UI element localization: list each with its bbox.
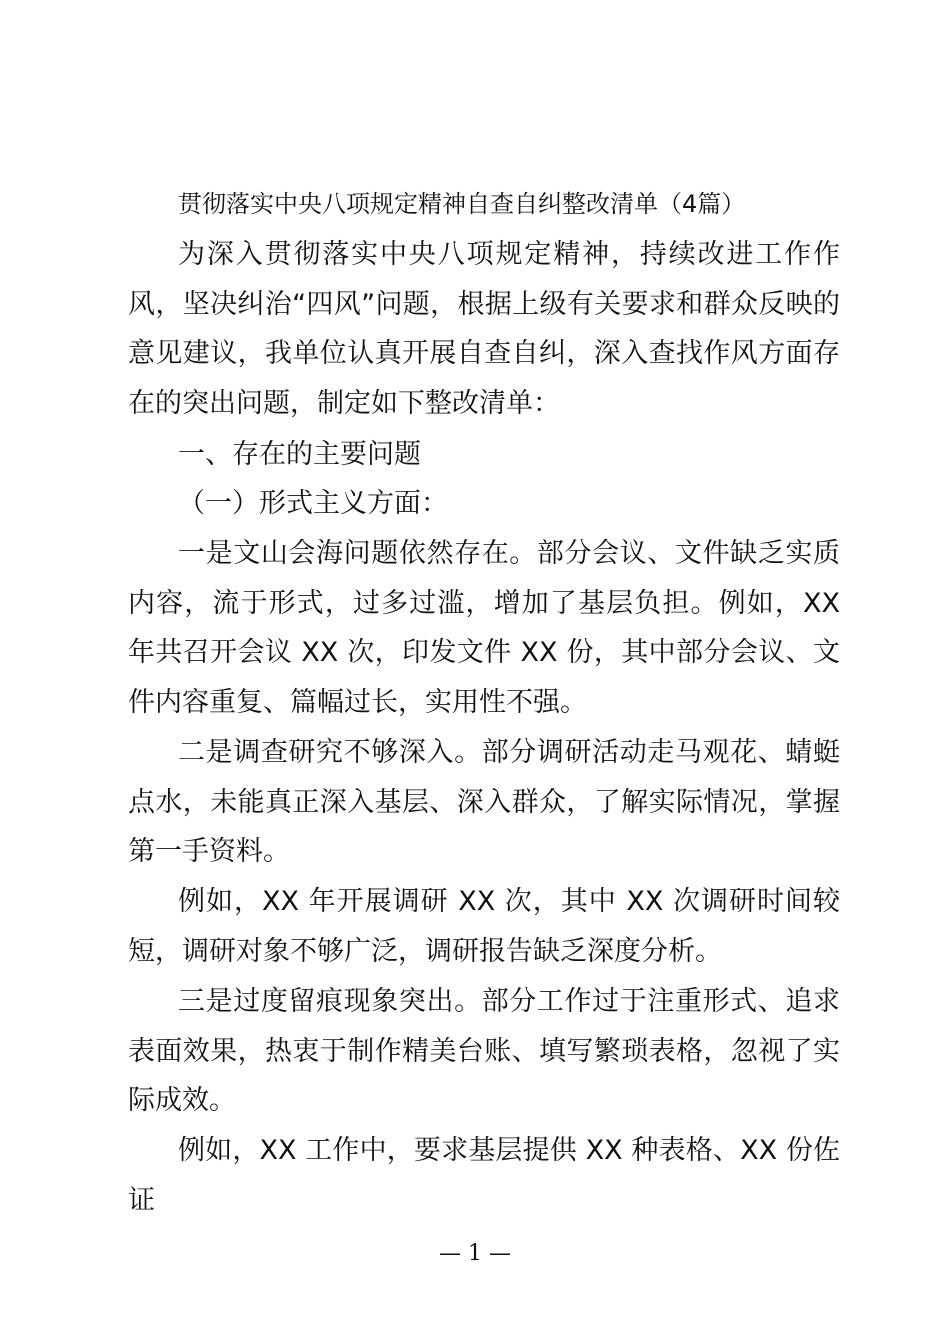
subsection-heading: （一）形式主义方面： xyxy=(178,488,448,519)
point-one-paragraph: 一是文山会海问题依然存在。部分会议、文件缺乏实质内容，流于形式，过多过滥，增加了基层负担。例如，XX 年共召开会议 XX 次，印发文件 XX 份，其中部分会议、文件内容重复、篇幅过长，实用性不强。 xyxy=(128,538,840,718)
document-title: 贯彻落实中央八项规定精神自查自纠整改清单（4篇） xyxy=(178,190,746,218)
intro-paragraph: 为深入贯彻落实中央八项规定精神，持续改进工作作风，坚决纠治“四风”问题，根据上级有关要求和群众反映的意见建议，我单位认真开展自查自纠，深入查找作风方面存在的突出问题，制定如下整改清单： xyxy=(128,239,840,419)
point-three-paragraph: 三是过度留痕现象突出。部分工作过于注重形式、追求表面效果，热衷于制作精美台账、填写繁琐表格，忽视了实际成效。 xyxy=(128,986,840,1116)
point-two-example-paragraph: 例如，XX 年开展调研 XX 次，其中 XX 次调研时间较短，调研对象不够广泛，调研报告缺乏深度分析。 xyxy=(128,886,840,967)
point-three-example-paragraph: 例如，XX 工作中，要求基层提供 XX 种表格、XX 份佐证 xyxy=(128,1135,840,1216)
page-number: — 1 — xyxy=(439,1241,511,1266)
point-two-paragraph: 二是调查研究不够深入。部分调研活动走马观花、蜻蜓点水，未能真正深入基层、深入群众，了解实际情况，掌握第一手资料。 xyxy=(128,737,840,867)
section-heading: 一、存在的主要问题 xyxy=(178,439,421,470)
